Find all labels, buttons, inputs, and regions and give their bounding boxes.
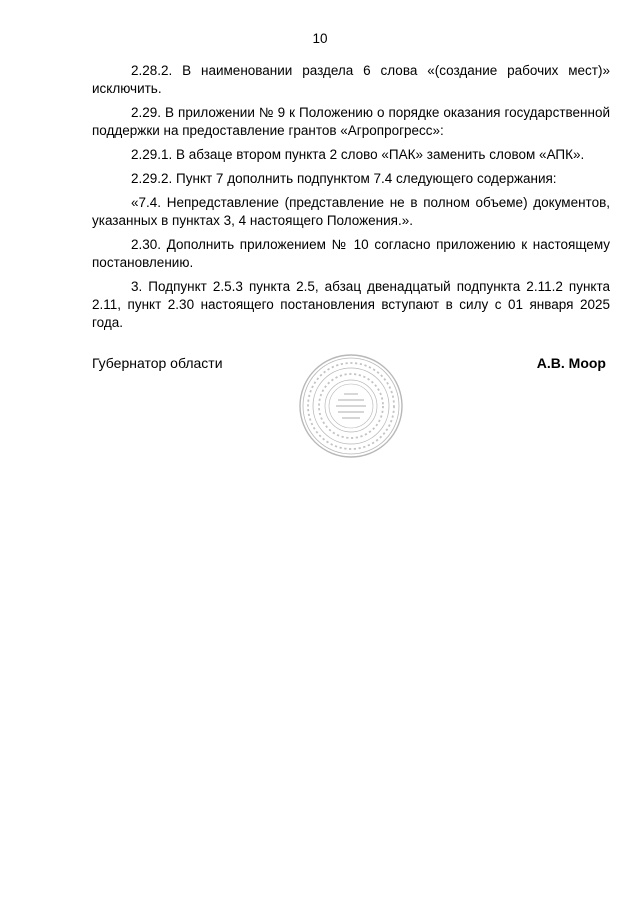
signatory-name: А.В. Моор [536, 355, 606, 371]
paragraph-7-4-quote: «7.4. Непредставление (представление не в полном объеме) документов, указанных в пунктах 3, 4 настоящего Положения.». [92, 195, 610, 228]
page-number: 10 [312, 31, 328, 46]
paragraph-2-29: 2.29. В приложении № 9 к Положению о порядке оказания государственной поддержки на предоставление грантов «Агропрогресс»: [92, 105, 610, 138]
signatory-position: Губернатор области [92, 355, 223, 371]
document-body [92, 62, 610, 338]
official-seal-icon [298, 353, 404, 459]
paragraph-2-28-2: 2.28.2. В наименовании раздела 6 слова «(создание рабочих мест)» исключить. [92, 63, 610, 96]
seal-graphic [298, 353, 404, 459]
paragraph-3: 3. Подпункт 2.5.3 пункта 2.5, абзац двенадцатый подпункта 2.11.2 пункта 2.11, пункт 2.30 настоящего постановления вступают в силу с 01 января 2025 года. [92, 279, 610, 330]
paragraph-2-29-2: 2.29.2. Пункт 7 дополнить подпунктом 7.4 следующего содержания: [131, 171, 557, 186]
paragraph-2-30: 2.30. Дополнить приложением № 10 согласно приложению к настоящему постановлению. [92, 237, 610, 270]
paragraph-2-29-1: 2.29.1. В абзаце втором пункта 2 слово «ПАК» заменить словом «АПК». [131, 147, 585, 162]
